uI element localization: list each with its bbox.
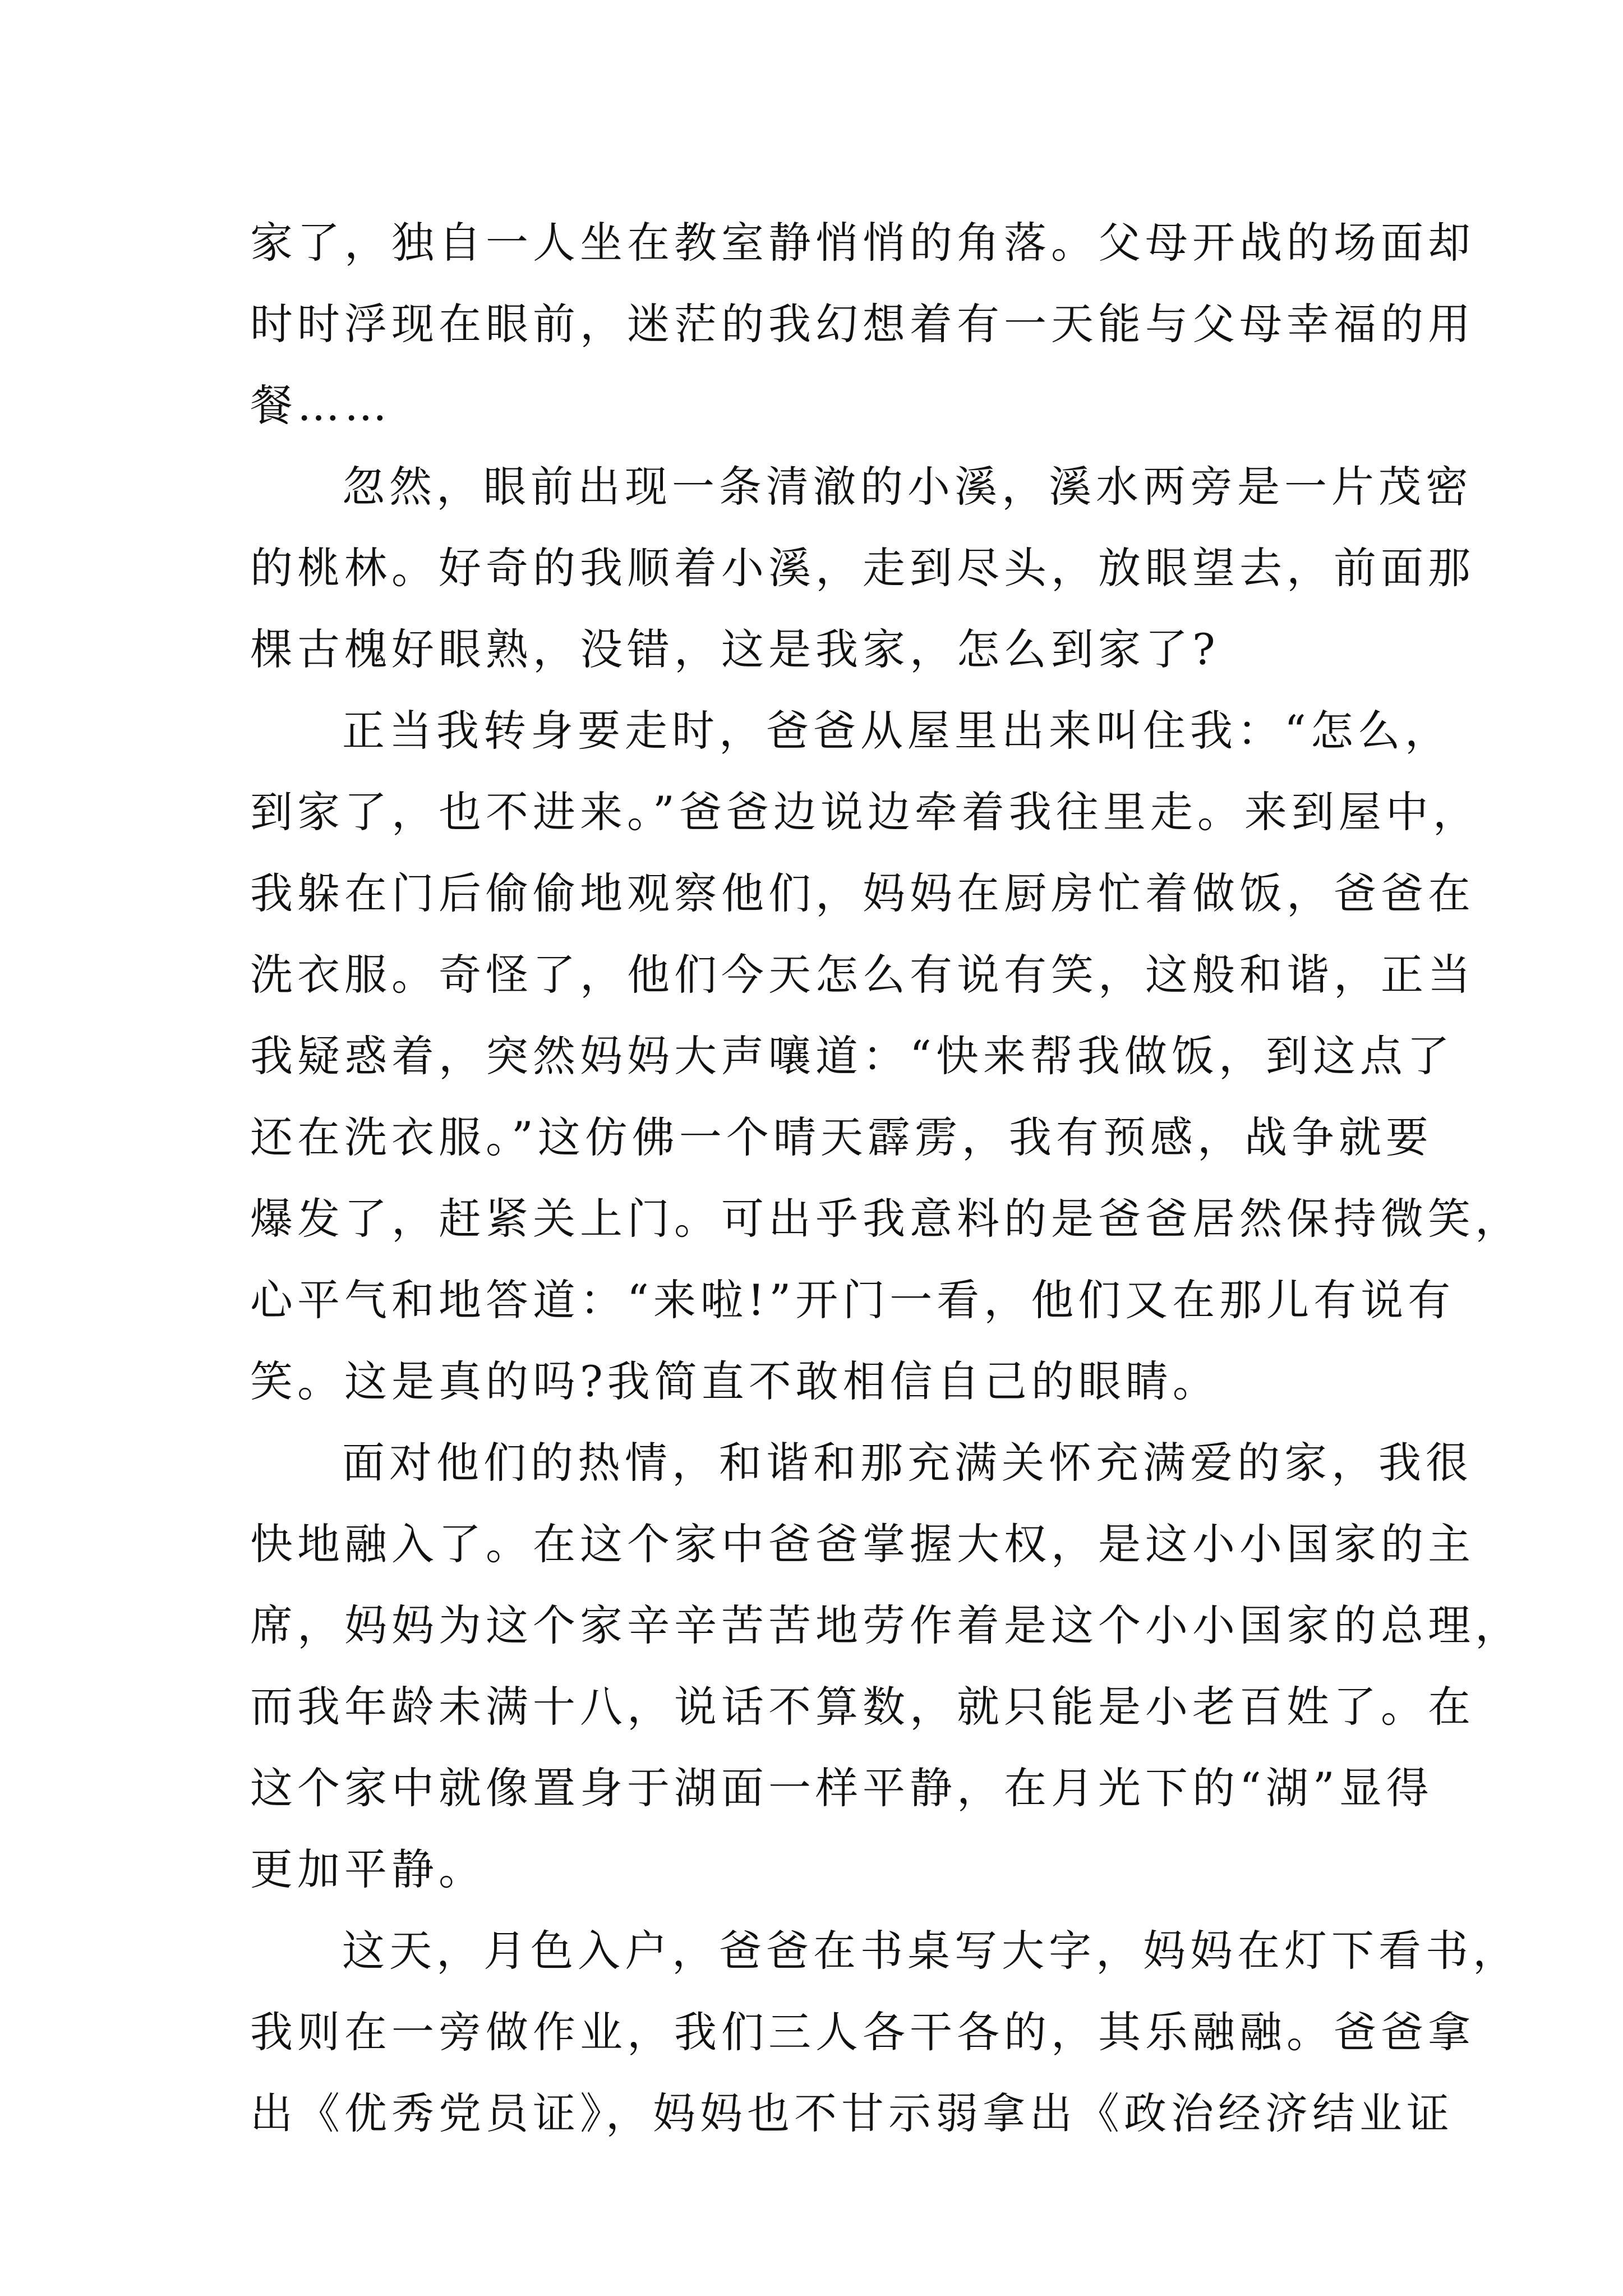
text-line: 席，妈妈为这个家辛辛苦苦地劳作着是这个小小国家的总理， — [250, 1600, 1522, 1650]
text-line: 还在洗衣服。”这仿佛一个晴天霹雳，我有预感，战争就要 — [250, 1112, 1433, 1162]
paragraph-first-line: 这天，月色入户，爸爸在书桌写大字，妈妈在灯下看书， — [342, 1926, 1520, 1976]
text-line: 这个家中就像置身于湖面一样平静，在月光下的“湖”显得 — [250, 1763, 1433, 1813]
text-line: 的桃林。好奇的我顺着小溪，走到尽头，放眼望去，前面那 — [250, 543, 1475, 593]
paragraph-first-line: 面对他们的热情，和谐和那充满关怀充满爱的家，我很 — [342, 1438, 1473, 1488]
text-line: 我躲在门后偷偷地观察他们，妈妈在厨房忙着做饭，爸爸在 — [250, 868, 1475, 918]
text-line: 家了，独自一人坐在教室静悄悄的角落。父母开战的场面却 — [250, 218, 1475, 268]
text-line: 餐…… — [250, 380, 391, 430]
text-line: 我则在一旁做作业，我们三人各干各的，其乐融融。爸爸拿 — [250, 2007, 1475, 2057]
text-line: 我疑惑着，突然妈妈大声嚷道：“快来帮我做饭，到这点了 — [250, 1031, 1454, 1081]
text-line: 笑。这是真的吗?我简直不敢相信自己的眼睛。 — [250, 1356, 1220, 1406]
text-line: 更加平静。 — [250, 1844, 486, 1894]
paragraph-first-line: 正当我转身要走时，爸爸从屋里出来叫住我：“怎么， — [342, 706, 1452, 756]
paragraph-first-line: 忽然，眼前出现一条清澈的小溪，溪水两旁是一片茂密 — [342, 462, 1473, 512]
text-line: 到家了，也不进来。”爸爸边说边牵着我往里走。来到屋中， — [250, 787, 1480, 837]
text-line: 心平气和地答道：“来啦!”开门一看，他们又在那儿有说有 — [250, 1275, 1455, 1325]
text-line: 棵古槐好眼熟，没错，这是我家，怎么到家了? — [250, 624, 1220, 674]
text-line: 时时浮现在眼前，迷茫的我幻想着有一天能与父母幸福的用 — [250, 299, 1475, 349]
text-line: 出《优秀党员证》，妈妈也不甘示弱拿出《政治经济结业证 — [250, 2088, 1454, 2138]
text-line: 而我年龄未满十八，说话不算数，就只能是小老百姓了。在 — [250, 1682, 1475, 1732]
text-line: 快地融入了。在这个家中爸爸掌握大权，是这小小国家的主 — [250, 1519, 1475, 1569]
body-text — [250, 202, 1522, 2154]
text-line: 洗衣服。奇怪了，他们今天怎么有说有笑，这般和谐，正当 — [250, 950, 1475, 1000]
text-line: 爆发了，赶紧关上门。可出乎我意料的是爸爸居然保持微笑， — [250, 1194, 1522, 1244]
